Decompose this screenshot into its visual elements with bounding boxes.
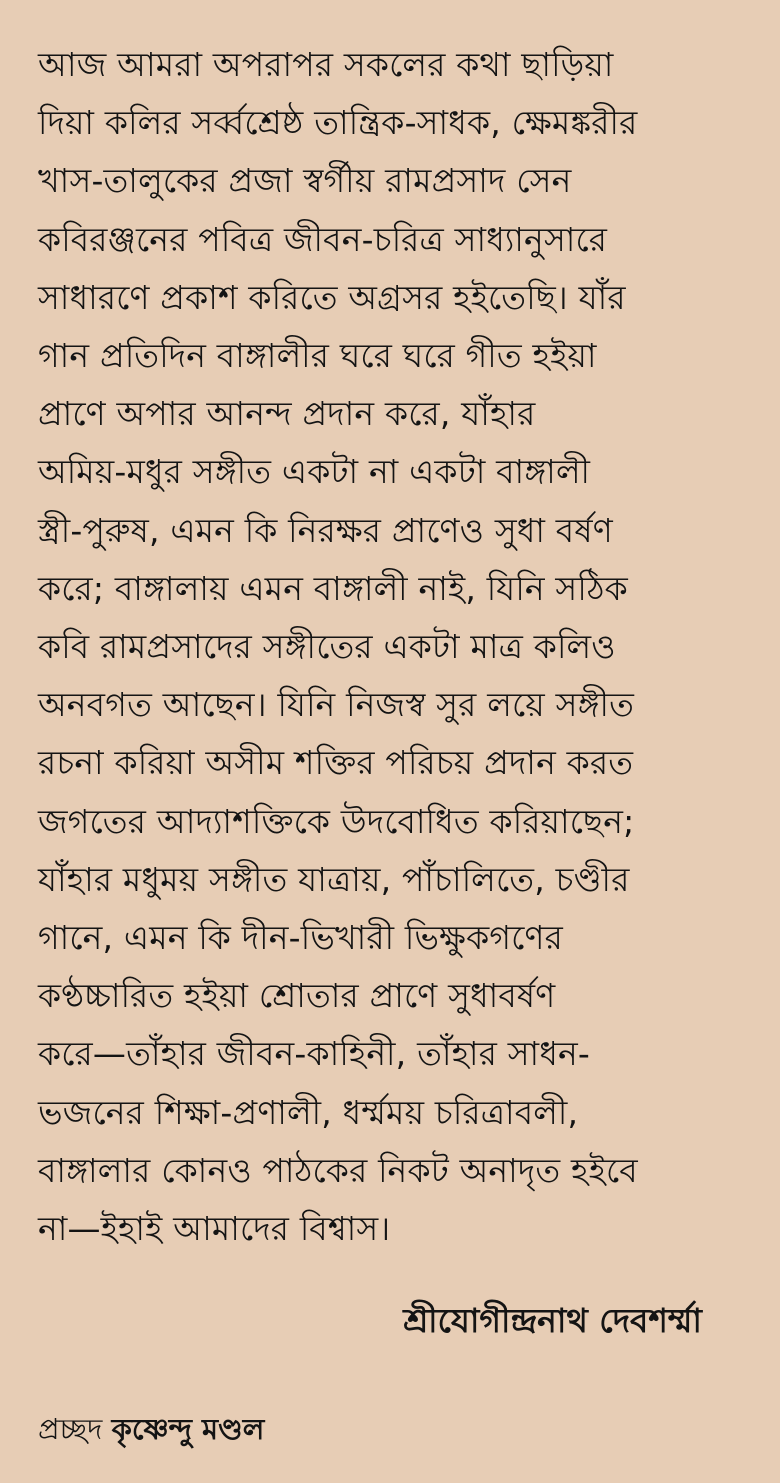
cover-credit-name: কৃষ্ণেন্দু মণ্ডল <box>111 1412 265 1446</box>
paragraph-line: জগতের আদ্যাশক্তিকে উদবোধিত করিয়াছেন; <box>38 801 635 841</box>
paragraph-line: গানে, এমন কি দীন-ভিখারী ভিক্ষুকগণের <box>38 918 563 958</box>
paragraph-line: সাধারণে প্রকাশ করিতে অগ্রসর হইতেছি। যাঁর <box>38 277 626 317</box>
paragraph-line: করে; বাঙ্গালায় এমন বাঙ্গালী নাই, যিনি সঠিক <box>38 568 628 608</box>
paragraph-line: অনবগত আছেন। যিনি নিজস্ব সুর লয়ে সঙ্গীত <box>38 685 635 725</box>
paragraph-line: দিয়া কলির সর্ব্বশ্রেষ্ঠ তান্ত্রিক-সাধক, ক্ষেমঙ্করীর <box>38 103 638 143</box>
paragraph-line: করে—তাঁহার জীবন-কাহিনী, তাঁহার সাধন- <box>38 1034 591 1074</box>
body-paragraph <box>38 36 738 1258</box>
paragraph-line: অমিয়-মধুর সঙ্গীত একটা না একটা বাঙ্গালী <box>38 452 591 492</box>
paragraph-line: বাঙ্গালার কোনও পাঠকের নিকট অনাদৃত হইবে <box>38 1150 638 1190</box>
paragraph-line: খাস-তালুকের প্রজা স্বর্গীয় রামপ্রসাদ সেন <box>38 161 572 201</box>
paragraph-line: যাঁহার মধুময় সঙ্গীত যাত্রায়, পাঁচালিতে, চণ্ডীর <box>38 859 630 899</box>
paragraph-line: কণ্ঠচ্চারিত হইয়া শ্রোতার প্রাণে সুধাবর্ষণ <box>38 976 556 1016</box>
cover-credit-label: প্রচ্ছদ <box>38 1412 103 1446</box>
author-signature: শ্রীযোগীন্দ্রনাথ দেবশর্ম্মা <box>403 1301 702 1340</box>
paragraph-line: কবি রামপ্রসাদের সঙ্গীতের একটা মাত্র কলিও <box>38 627 616 667</box>
paragraph-line: আজ আমরা অপরাপর সকলের কথা ছাড়িয়া <box>38 45 614 84</box>
paragraph-line: কবিরঞ্জনের পবিত্র জীবন-চরিত্র সাধ্যানুসারে <box>38 219 608 259</box>
paragraph-line: না—ইহাই আমাদের বিশ্বাস। <box>38 1209 391 1249</box>
paragraph-line: রচনা করিয়া অসীম শক্তির পরিচয় প্রদান করত <box>38 743 634 783</box>
paragraph-line: গান প্রতিদিন বাঙ্গালীর ঘরে ঘরে গীত হইয়া <box>38 336 597 376</box>
cover-credit <box>38 1400 264 1458</box>
paragraph-line: প্রাণে অপার আনন্দ প্রদান করে, যাঁহার <box>38 394 536 434</box>
paragraph-line: ভজনের শিক্ষা-প্রণালী, ধর্ম্মময় চরিত্রাবলী, <box>38 1092 579 1132</box>
paragraph-line: স্ত্রী-পুরুষ, এমন কি নিরক্ষর প্রাণেও সুধা বর্ষণ <box>38 510 613 550</box>
